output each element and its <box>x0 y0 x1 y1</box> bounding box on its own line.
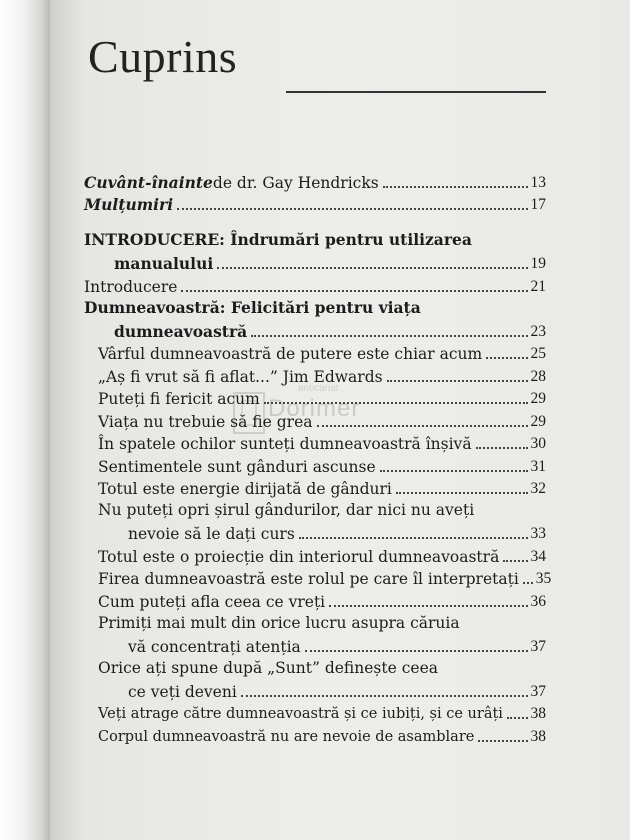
toc-entry-thanks[interactable] <box>84 193 546 216</box>
toc-page-number: 28 <box>530 367 546 385</box>
watermark-small-text: anticariat <box>298 383 339 394</box>
toc-entry-title: ce veți deveni <box>128 682 237 701</box>
dot-leader <box>264 402 528 404</box>
toc-entry[interactable] <box>84 364 546 387</box>
toc-entry[interactable] <box>84 477 546 500</box>
toc-page-number: 13 <box>530 173 546 191</box>
toc-page-number: 38 <box>530 727 546 745</box>
toc-entry[interactable]: Nu puteți opri șirul gândurilor, dar nici nu aveți <box>98 501 475 519</box>
dot-leader <box>396 492 528 494</box>
dot-leader <box>305 650 528 652</box>
toc-entry[interactable]: Primiți mai mult din orice lucru asupra căruia <box>98 613 460 632</box>
dot-leader <box>523 582 533 584</box>
toc-entry[interactable] <box>84 454 546 477</box>
toc-entry-title: Totul este o proiecție din interiorul dumneavoastră <box>98 547 500 566</box>
toc-page-number: 29 <box>530 412 546 430</box>
toc-entry-title: „Aș fi vrut să fi aflat...” Jim Edwards <box>98 367 383 386</box>
toc-entry[interactable] <box>84 409 546 432</box>
dot-leader <box>387 380 528 382</box>
toc-entry[interactable] <box>84 544 546 567</box>
toc-entry-continuation[interactable] <box>84 252 546 275</box>
dot-leader <box>486 357 527 359</box>
dot-leader <box>507 717 528 719</box>
toc-page-number: 38 <box>530 705 546 722</box>
toc-entry-title: În spatele ochilor sunteți dumneavoastră înșivă <box>98 435 472 453</box>
toc-page-number: 30 <box>530 435 546 452</box>
toc-entry-title: Cum puteți afla ceea ce vreți <box>98 592 326 611</box>
dot-leader <box>503 560 527 562</box>
toc-entry-title: Viața nu trebuie să fie grea <box>98 412 313 431</box>
toc-entry-continuation[interactable] <box>84 679 546 702</box>
toc-entry-title: manualului <box>114 254 214 273</box>
toc-page-number: 35 <box>535 570 552 587</box>
toc-entry-title: Sentimentele sunt gânduri ascunse <box>98 457 376 476</box>
toc-entry-continuation[interactable] <box>84 319 546 342</box>
toc-entry-introducere[interactable] <box>84 274 546 297</box>
page-title: Cuprins <box>88 31 238 82</box>
toc-entry-chapter-you[interactable]: Dumneavoastră: Felicitări pentru viața <box>84 297 421 317</box>
toc-page-number: 31 <box>530 457 546 475</box>
toc-page-number: 23 <box>530 322 546 340</box>
dot-leader <box>241 695 528 697</box>
toc-entry-introduction-part[interactable]: INTRODUCERE: Îndrumări pentru utilizarea <box>84 230 472 249</box>
dot-leader <box>476 447 528 449</box>
dot-leader <box>177 208 527 210</box>
dot-leader <box>251 335 527 337</box>
dot-leader <box>317 425 528 427</box>
toc-page-number: 37 <box>530 682 546 700</box>
toc-entry-title: Totul este energie dirijată de gânduri <box>98 480 392 498</box>
toc-entry-continuation[interactable] <box>84 522 546 545</box>
book-spine-edge <box>0 0 50 840</box>
toc-entry-title: Vârful dumneavoastră de putere este chiar acum <box>98 345 483 363</box>
toc-entry[interactable] <box>84 432 546 455</box>
toc-entry[interactable] <box>84 702 546 725</box>
watermark-brand-text: Dorimer <box>268 395 361 422</box>
dot-leader <box>383 186 528 188</box>
toc-entry-title: dumneavoastră <box>114 321 248 341</box>
title-underline <box>286 91 546 93</box>
toc-entry[interactable] <box>84 387 546 410</box>
toc-entry-title: Veți atrage către dumneavoastră și ce iubiți, și ce urâți <box>98 706 503 722</box>
dot-leader <box>181 290 527 292</box>
toc-entry-title: Puteți fi fericit acum <box>98 390 260 408</box>
toc-entry-title-rest: de dr. Gay Hendricks <box>212 173 379 192</box>
toc-entry-title: Firea dumneavoastră este rolul pe care îl interpretați <box>98 570 519 588</box>
toc-entry-continuation[interactable] <box>84 634 546 657</box>
toc-page-number: 21 <box>530 277 546 295</box>
toc-entry-foreword[interactable] <box>84 170 546 193</box>
toc-entry-title: Introducere <box>84 277 178 296</box>
toc-page-number: 36 <box>530 592 546 610</box>
toc-entry[interactable]: Orice ați spune după „Sunt” definește ceea <box>98 658 438 677</box>
toc-page-number: 37 <box>530 637 546 655</box>
toc-page-number: 33 <box>530 525 546 542</box>
toc-entry[interactable] <box>84 724 546 747</box>
dot-leader <box>217 267 527 269</box>
dot-leader <box>329 605 527 607</box>
toc-entry[interactable] <box>84 589 546 612</box>
toc-entry-title: Corpul dumneavoastră nu are nevoie de asamblare <box>98 728 475 745</box>
toc-page-number: 25 <box>530 345 546 362</box>
toc-entry-title-italic: Mulțumiri <box>84 195 174 214</box>
toc-page-number: 19 <box>530 255 546 272</box>
toc-page-number: 34 <box>530 547 546 565</box>
toc-page-number: 29 <box>530 390 546 407</box>
toc-entry-title: vă concentrați atenția <box>128 637 301 656</box>
toc-entry-title: nevoie să le dați curs <box>128 525 295 543</box>
dot-leader <box>478 740 527 742</box>
dot-leader <box>299 537 528 539</box>
toc-entry[interactable] <box>84 567 552 590</box>
toc-page-number: 17 <box>530 196 546 213</box>
toc-page-number: 32 <box>530 480 546 497</box>
dot-leader <box>380 470 528 472</box>
table-of-contents <box>84 170 552 747</box>
toc-entry-title-italic: Cuvânt-înainte <box>84 172 213 192</box>
toc-entry[interactable] <box>84 342 546 365</box>
